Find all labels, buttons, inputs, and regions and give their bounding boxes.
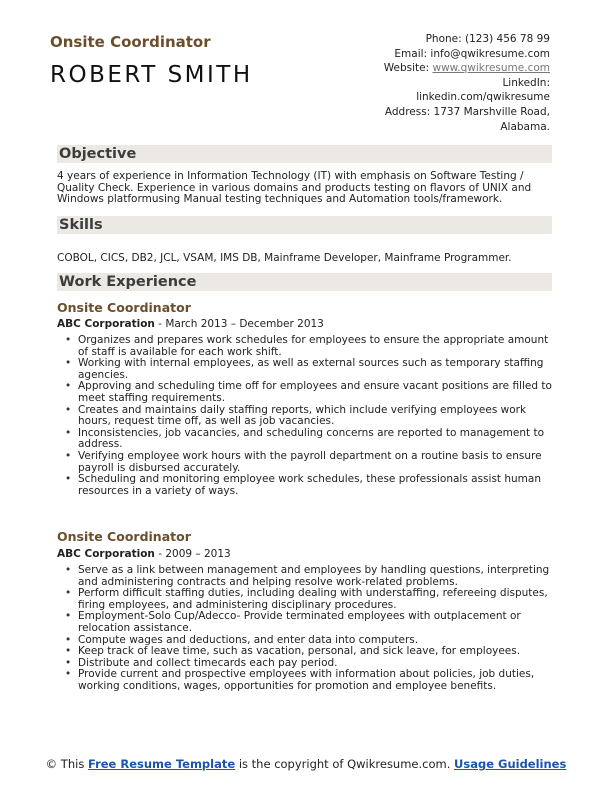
experience-heading: Work Experience [59, 274, 197, 290]
bullet-item: • Creates and maintains daily staffing reports, which include verifying employees work hours, request time off, as well as job vacancies. [57, 405, 552, 428]
job-title: Onsite Coordinator [57, 300, 191, 315]
bullet-item: • Approving and scheduling time off for employees and ensure vacant positions are filled to meet staffing requirements. [57, 381, 552, 404]
objective-heading: Objective [59, 146, 137, 162]
bullet-item: • Perform difficult staffing duties, including dealing with understaffing, refereeing disputes, firing employees, and administering disciplinary procedures. [57, 588, 552, 611]
website-link[interactable]: www.qwikresume.com [432, 62, 550, 75]
skills-text: COBOL, CICS, DB2, JCL, VSAM, IMS DB, Mainframe Developer, Mainframe Programmer. [57, 252, 512, 264]
bullet-item: • Inconsistencies, job vacancies, and scheduling concerns are reported to management to address. [57, 428, 552, 451]
bullet-item: • Distribute and collect timecards each pay period. [57, 658, 552, 670]
company-line [57, 318, 324, 330]
job-dates: - 2009 – 2013 [154, 548, 231, 560]
bullet-item: • Verifying employee work hours with the payroll department on a routine basis to ensure payroll is disbursed accurately. [57, 451, 552, 474]
objective-text: 4 years of experience in Information Technology (IT) with emphasis on Software Testing / Quality Check. Experience in various domains and products testing on flavors of UNIX and Windows platformusing Manual testing techniques and Automation tools/framework. [57, 170, 532, 206]
skills-section-header [57, 216, 552, 234]
candidate-name: ROBERT SMITH [50, 62, 253, 88]
phone-text: Phone: (123) 456 78 99 [425, 33, 550, 45]
email-text: Email: info@qwikresume.com [394, 47, 550, 60]
company-name: ABC Corporation [57, 548, 155, 560]
job-bullets [57, 335, 552, 497]
bullet-item: • Serve as a link between management and employees by handling questions, interpreting and administering contracts and helping resolve work-related problems. [57, 565, 552, 588]
contact-block [384, 32, 550, 134]
copyright-footer [0, 757, 612, 771]
address-line-1: Address: 1737 Marshville Road, [384, 105, 550, 118]
company-line [57, 548, 231, 560]
resume-job-title: Onsite Coordinator [50, 33, 211, 51]
footer-prefix: © This [45, 757, 88, 771]
linkedin-label: LinkedIn: [502, 76, 550, 89]
bullet-item: • Compute wages and deductions, and enter data into computers. [57, 635, 552, 647]
website-label: Website: [383, 62, 433, 75]
bullet-item: • Employment-Solo Cup/Adecco- Provide terminated employees with outplacement or relocation assistance. [57, 611, 552, 634]
bullet-item: • Provide current and prospective employees with information about policies, job duties, working conditions, wages, opportunities for promotion and employee benefits. [57, 669, 552, 692]
free-resume-template-link[interactable]: Free Resume Template [87, 757, 236, 771]
usage-guidelines-link[interactable]: Usage Guidelines [454, 757, 567, 771]
linkedin-link[interactable]: linkedin.com/qwikresume [416, 91, 550, 104]
job-bullets [57, 565, 552, 693]
skills-heading: Skills [59, 217, 103, 233]
bullet-item: • Working with internal employees, as well as external sources such as temporary staffing agencies. [57, 358, 552, 381]
address-line-2: Alabama. [500, 120, 550, 133]
bullet-item: • Keep track of leave time, such as vacation, personal, and sick leave, for employees. [57, 646, 552, 658]
job-dates: - March 2013 – December 2013 [154, 318, 324, 330]
website-line [384, 61, 550, 76]
bullet-item: • Scheduling and monitoring employee work schedules, these professionals assist human resources in a variety of ways. [57, 474, 552, 497]
bullet-item: • Organizes and prepares work schedules for employees to ensure the appropriate amount of staff is available for each work shift. [57, 335, 552, 358]
job-title: Onsite Coordinator [57, 529, 191, 544]
footer-middle: is the copyright of Qwikresume.com. [235, 757, 455, 771]
experience-section-header [57, 273, 552, 291]
company-name: ABC Corporation [57, 318, 155, 330]
objective-section-header [57, 145, 552, 163]
